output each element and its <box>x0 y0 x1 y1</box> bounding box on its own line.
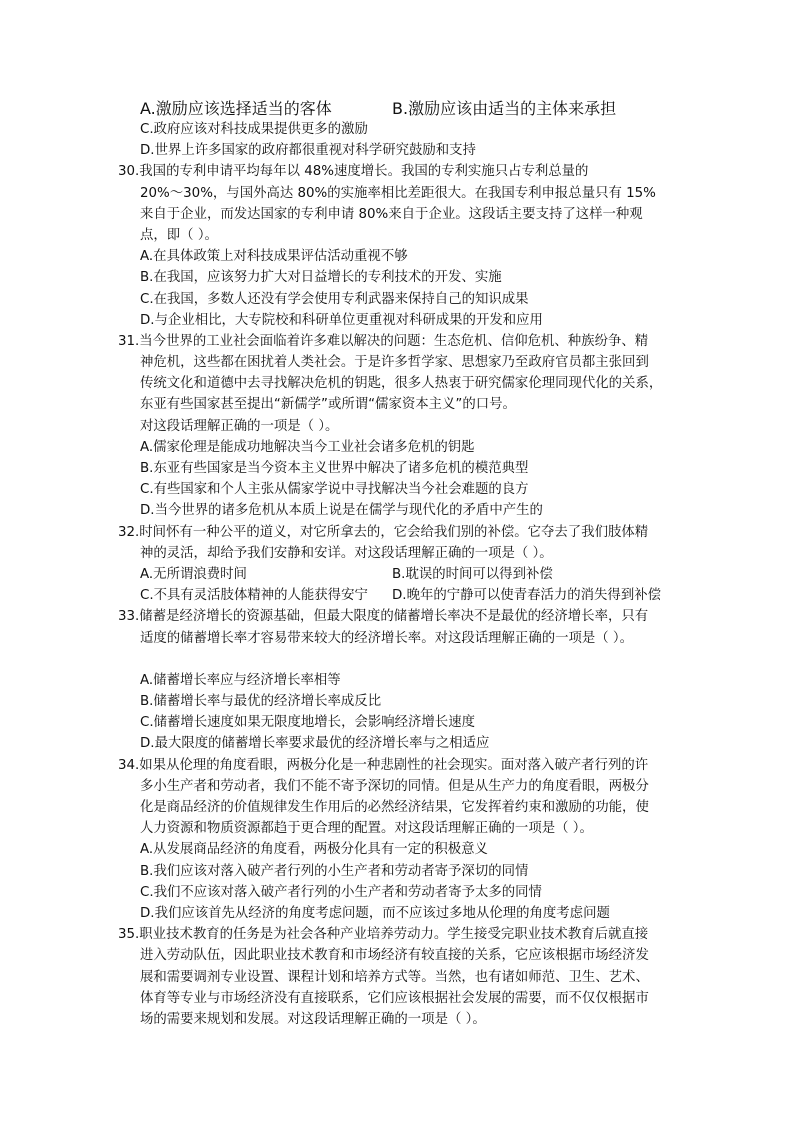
q33-stem-line-2: 适度的储蓄增长率才容易带来较大的经济增长率。对这段话理解正确的一项是（ ）。 <box>140 630 634 646</box>
q34-stem-line-4: 人力资源和物质资源都趋于更合理的配置。对这段话理解正确的一项是（ ）。 <box>140 821 593 837</box>
q35-stem-line-4: 体育等专业与市场经济没有直接联系，它们应该根据社会发展的需要，而不仅仅根据市 <box>140 990 649 1006</box>
q35-stem-line-2: 进入劳动队伍，因此职业技术教育和市场经济有较直接的关系，它应该根据市场经济发 <box>140 948 649 964</box>
q30-option-a: A.在具体政策上对科技成果评估活动重视不够 <box>140 249 408 265</box>
q32-options-ab <box>118 564 688 585</box>
q30-stem-line-1: 30.我国的专利申请平均每年以 48%速度增长。我国的专利实施只占专利总量的 <box>118 164 589 180</box>
q34-option-b: B.我们应该对落入破产者行列的小生产者和劳动者寄予深切的同情 <box>140 863 529 879</box>
q30-stem-line-3: 来自于企业，而发达国家的专利申请 80%来自于企业。这段话主要支持了这样一种观 <box>140 206 643 222</box>
q30-option-c: C.在我国，多数人还没有学会使用专利武器来保持自己的知识成果 <box>140 291 529 307</box>
q32-option-d: D.晚年的宁静可以使青春活力的消失得到补偿 <box>392 588 661 604</box>
q35-stem-line-5: 场的需要来规划和发展。对这段话理解正确的一项是（ ）。 <box>140 1011 486 1027</box>
blank-spacer <box>118 649 688 670</box>
q29-option-d: D.世界上许多国家的政府都很重视对科学研究鼓励和支持 <box>140 143 476 159</box>
q31-option-b: B.东亚有些国家是当今资本主义世界中解决了诸多危机的模范典型 <box>140 461 529 476</box>
q31-option-c: C.有些国家和个人主张从儒家学说中寻找解决当今社会难题的良方 <box>140 482 529 498</box>
q32-stem-line-1: 32.时间怀有一种公平的道义，对它所拿去的，它会给我们别的补偿。它夺去了我们肢体精 <box>118 524 649 540</box>
q34-option-c: C.我们不应该对落入破产者行列的小生产者和劳动者寄予太多的同情 <box>140 884 542 900</box>
q33-option-a: A.储蓄增长率应与经济增长率相等 <box>140 672 341 688</box>
q32-options-cd <box>118 585 688 606</box>
q32-option-a: A.无所谓浪费时间 <box>140 566 247 582</box>
q29-option-a: A.激励应该选择适当的客体 <box>140 99 332 118</box>
q31-option-a: A.儒家伦理是能成功地解决当今工业社会诸多危机的钥匙 <box>140 439 475 455</box>
q30-option-b: B.在我国，应该努力扩大对日益增长的专利技术的开发、实施 <box>140 270 502 286</box>
q31-stem-line-1: 31.当今世界的工业社会面临着许多难以解决的问题：生态危机、信仰危机、种族纷争、精 <box>118 333 649 349</box>
q34-stem-line-1: 34.如果从伦理的角度看眼，两极分化是一种悲剧性的社会现实。面对落入破产者行列的许 <box>118 757 649 773</box>
q31-stem-line-5: 对这段话理解正确的一项是（ ）。 <box>140 418 339 434</box>
q35-stem-line-1: 35.职业技术教育的任务是为社会各种产业培养劳动力。学生接受完职业技术教育后就直接 <box>118 927 649 943</box>
q31-option-d: D.当今世界的诸多危机从本质上说是在儒学与现代化的矛盾中产生的 <box>140 503 543 519</box>
q29-option-c: C.政府应该对科技成果提供更多的激励 <box>140 122 368 137</box>
q31-stem-line-4: 东亚有些国家甚至提出“新儒学”或所谓“儒家资本主义”的口号。 <box>140 397 516 413</box>
q32-option-b: B.耽误的时间可以得到补偿 <box>392 566 553 582</box>
q30-stem-line-4: 点，即（ ）。 <box>140 227 218 243</box>
q34-stem-line-3: 化是商品经济的价值规律发生作用后的必然经济结果，它发挥着约束和激励的功能，使 <box>140 800 649 815</box>
q33-option-b: B.储蓄增长率与最优的经济增长率成反比 <box>140 694 382 710</box>
q30-option-d: D.与企业相比，大专院校和科研单位更重视对科研成果的开发和应用 <box>140 312 543 328</box>
q30-stem-line-2: 20%～30%，与国外高达 80%的实施率相比差距很大。在我国专利申报总量只有 15% <box>140 185 656 201</box>
q29-options-ab <box>118 96 688 119</box>
q29-option-b: B.激励应该由适当的主体来承担 <box>392 99 617 118</box>
q35-stem-line-3: 展和需要调剂专业设置、课程计划和培养方式等。当然，也有诸如师范、卫生、艺术、 <box>140 969 649 985</box>
q31-stem-line-2: 神危机，这些都在困扰着人类社会。于是许多哲学家、思想家乃至政府官员都主张回到 <box>140 355 649 371</box>
q33-stem-line-1: 33.储蓄是经济增长的资源基础，但最大限度的储蓄增长率决不是最优的经济增长率，只有 <box>118 609 649 625</box>
q32-stem-line-2: 神的灵活，却给予我们安静和安详。对这段话理解正确的一项是（ ）。 <box>140 545 553 561</box>
q34-option-d: D.我们应该首先从经济的角度考虑问题，而不应该过多地从伦理的角度考虑问题 <box>140 905 610 921</box>
q33-option-c: C.储蓄增长速度如果无限度地增长，会影响经济增长速度 <box>140 715 475 731</box>
q34-option-a: A.从发展商品经济的角度看，两极分化具有一定的积极意义 <box>140 842 488 858</box>
q34-stem-line-2: 多小生产者和劳动者，我们不能不寄予深切的同情。但是从生产力的角度看眼，两极分 <box>140 778 649 794</box>
q31-stem-line-3: 传统文化和道德中去寻找解决危机的钥匙，很多人热衷于研究儒家伦理同现代化的关系， <box>140 376 663 392</box>
document-page <box>118 96 688 1030</box>
q32-option-c: C.不具有灵活肢体精神的人能获得安宁 <box>140 588 368 604</box>
q33-option-d: D.最大限度的储蓄增长率要求最优的经济增长率与之相适应 <box>140 736 490 752</box>
